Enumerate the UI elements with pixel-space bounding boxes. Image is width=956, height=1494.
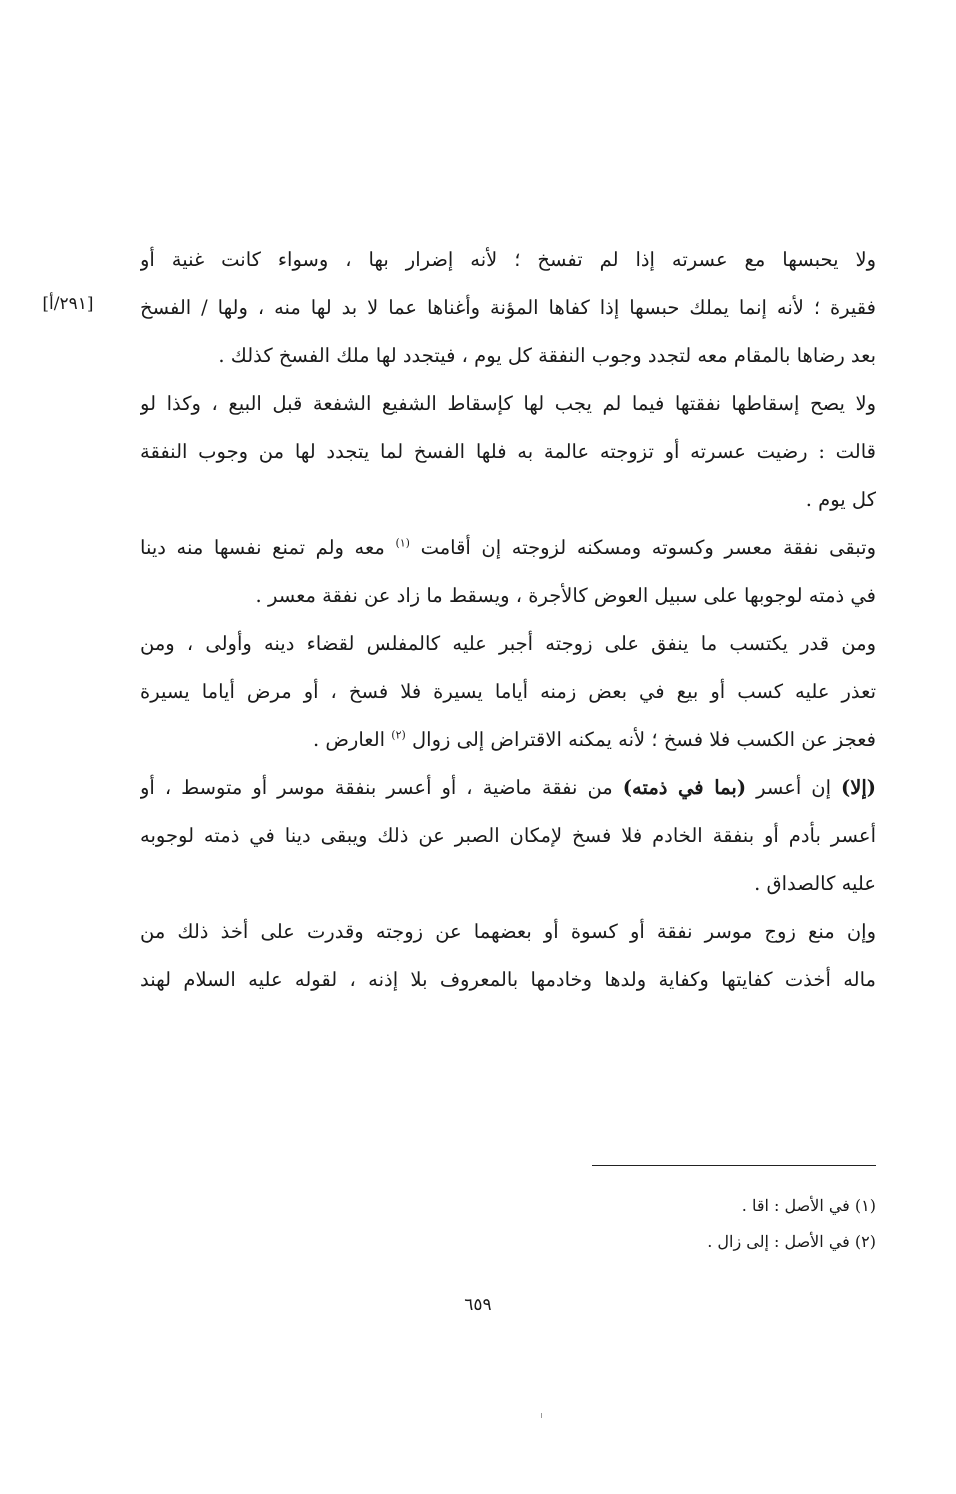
paragraph [140,524,876,620]
scan-speck [541,1413,542,1418]
text-line: كل يوم . [805,488,876,511]
footnotes [540,1188,876,1260]
text-line: أعسر بأدم أو بنفقة الخادم فلا فسخ لإمكان الصبر عن ذلك ويبقى دينا في ذمته لوجوبه [140,824,876,847]
text-line: ماله أخذت كفايتها وكفاية ولدها وخادمها بالمعروف بلا إذنه ، لقوله عليه السلام لهند [140,968,876,991]
text-segment: من نفقة ماضية ، أو أعسر بنفقة موسر أو متوسط ، أو [140,776,613,799]
matn-text: (إلا) [841,776,876,799]
text-line: تعذر عليه كسب أو بيع في بعض زمنه أياما يسيرة فلا فسخ ، أو مرض أياما يسيرة [140,680,876,703]
paragraph [140,620,876,764]
footnote-item: (١) في الأصل : اقا . [741,1196,876,1215]
text-line [140,524,876,572]
text-segment: معه ولم تمنع نفسها منه دينا [140,536,385,559]
text-line: وإن منع زوج موسر نفقة أو كسوة أو بعضهما عن زوجته وقدرت على أخذ ذلك من [140,920,876,943]
text-line: في ذمته لوجوبها على سبيل العوض كالأجرة ، ويسقط ما زاد عن نفقة معسر . [255,584,876,607]
page-number: ٦٥٩ [464,1295,492,1315]
matn-text: (بما في ذمته) [622,776,747,799]
footnote-item: (٢) في الأصل : إلى زال . [707,1232,876,1251]
text-line: ولا يحبسها مع عسرته إذا لم تفسخ ؛ لأنه إضرار بها ، وسواء كانت غنية أو [140,248,876,271]
footnote-reference: (١) [395,536,410,550]
text-line [140,764,876,812]
text-segment: العارض . [312,728,386,751]
text-line: عليه كالصداق . [754,872,876,895]
text-segment: وتبقى نفقة معسر وكسوته ومسكنه لزوجته إن أقامت [420,536,876,559]
footnote-divider [592,1165,876,1166]
text-segment: فعجز عن الكسب فلا فسخ ؛ لأنه يمكنه الاقتراض إلى زوال [411,728,876,751]
paragraph [140,908,876,1004]
text-line [140,716,876,764]
paragraph [140,236,876,380]
text-line: فقيرة ؛ لأنه إنما يملك حبسها إذا كفاها المؤنة وأغناها عما لا بد لها منه ، ولها / الفسخ [140,296,876,319]
main-text [140,236,876,1004]
text-line: قالت : رضيت عسرته أو تزوجته عالمة به فلها الفسخ لما يتجدد لها من وجوب النفقة [140,440,876,463]
text-segment: إن أعسر [756,776,832,799]
paragraph [140,764,876,908]
text-line: ولا يصح إسقاطها نفقتها فيما لم يجب لها كإسقاط الشفيع الشفعة قبل البيع ، وكذا لو [140,392,876,415]
footnote-reference: (٢) [391,728,406,742]
text-line: بعد رضاها بالمقام معه لتجدد وجوب النفقة كل يوم ، فيتجدد لها ملك الفسخ كذلك . [218,344,876,367]
folio-reference: [٢٩١/أ] [42,294,94,314]
paragraph [140,380,876,524]
text-line: ومن قدر يكتسب ما ينفق على زوجته أجبر عليه كالمفلس لقضاء دينه وأولى ، ومن [140,632,876,655]
